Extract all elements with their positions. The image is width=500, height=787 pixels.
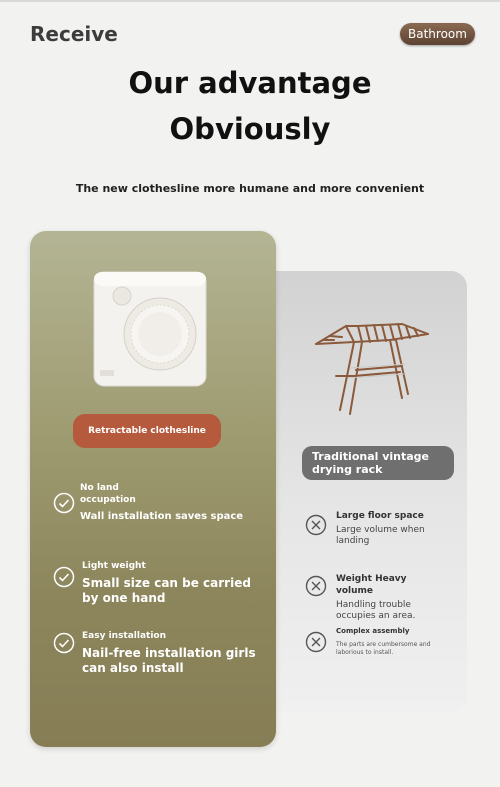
x-icon [305,514,327,536]
drawback-desc: Handling trouble occupies an area. [336,600,416,621]
drawback-title: Large floor space [336,511,424,521]
traditional-rack-label: Traditional vintage drying rack [302,446,454,480]
headline-line2: Obviously [169,112,331,146]
feature-1 [80,482,270,524]
feature-main: Wall installation saves space [80,511,244,522]
product-label: Retractable clothesline [88,426,206,436]
x-icon [305,631,327,653]
feature-3 [82,630,262,676]
drawback-title: Weight Heavy volume [336,574,407,596]
drawback-title: Complex assembly [336,627,410,635]
check-icon [53,632,75,654]
drawback-1 [336,510,446,547]
check-icon [53,566,75,588]
tag-label: Bathroom [408,27,467,41]
top-divider [0,0,500,2]
drawback-desc: Large volume when landing [336,525,425,546]
headline-line1: Our advantage [128,66,372,100]
retractable-clothesline-button[interactable] [73,414,221,448]
feature-2 [82,560,252,606]
bathroom-tag[interactable] [400,23,475,45]
section-title: Receive [30,22,118,46]
drawback-3 [336,625,436,657]
drawback-2 [336,573,446,622]
drying-rack-image [310,318,432,418]
x-icon [305,575,327,597]
drawback-desc: The parts are cumbersome and laborious to install. [336,641,431,656]
tagline: The new clothesline more humane and more convenient [75,182,425,195]
feature-small: Easy installation [82,631,167,641]
feature-small: Light weight [82,561,146,571]
feature-main: Small size can be carried by one hand [82,576,251,605]
check-icon [53,492,75,514]
clothesline-device-image [90,266,212,392]
feature-small: No land occupation [80,483,136,505]
feature-main: Nail-free installation girls can also install [82,646,256,675]
